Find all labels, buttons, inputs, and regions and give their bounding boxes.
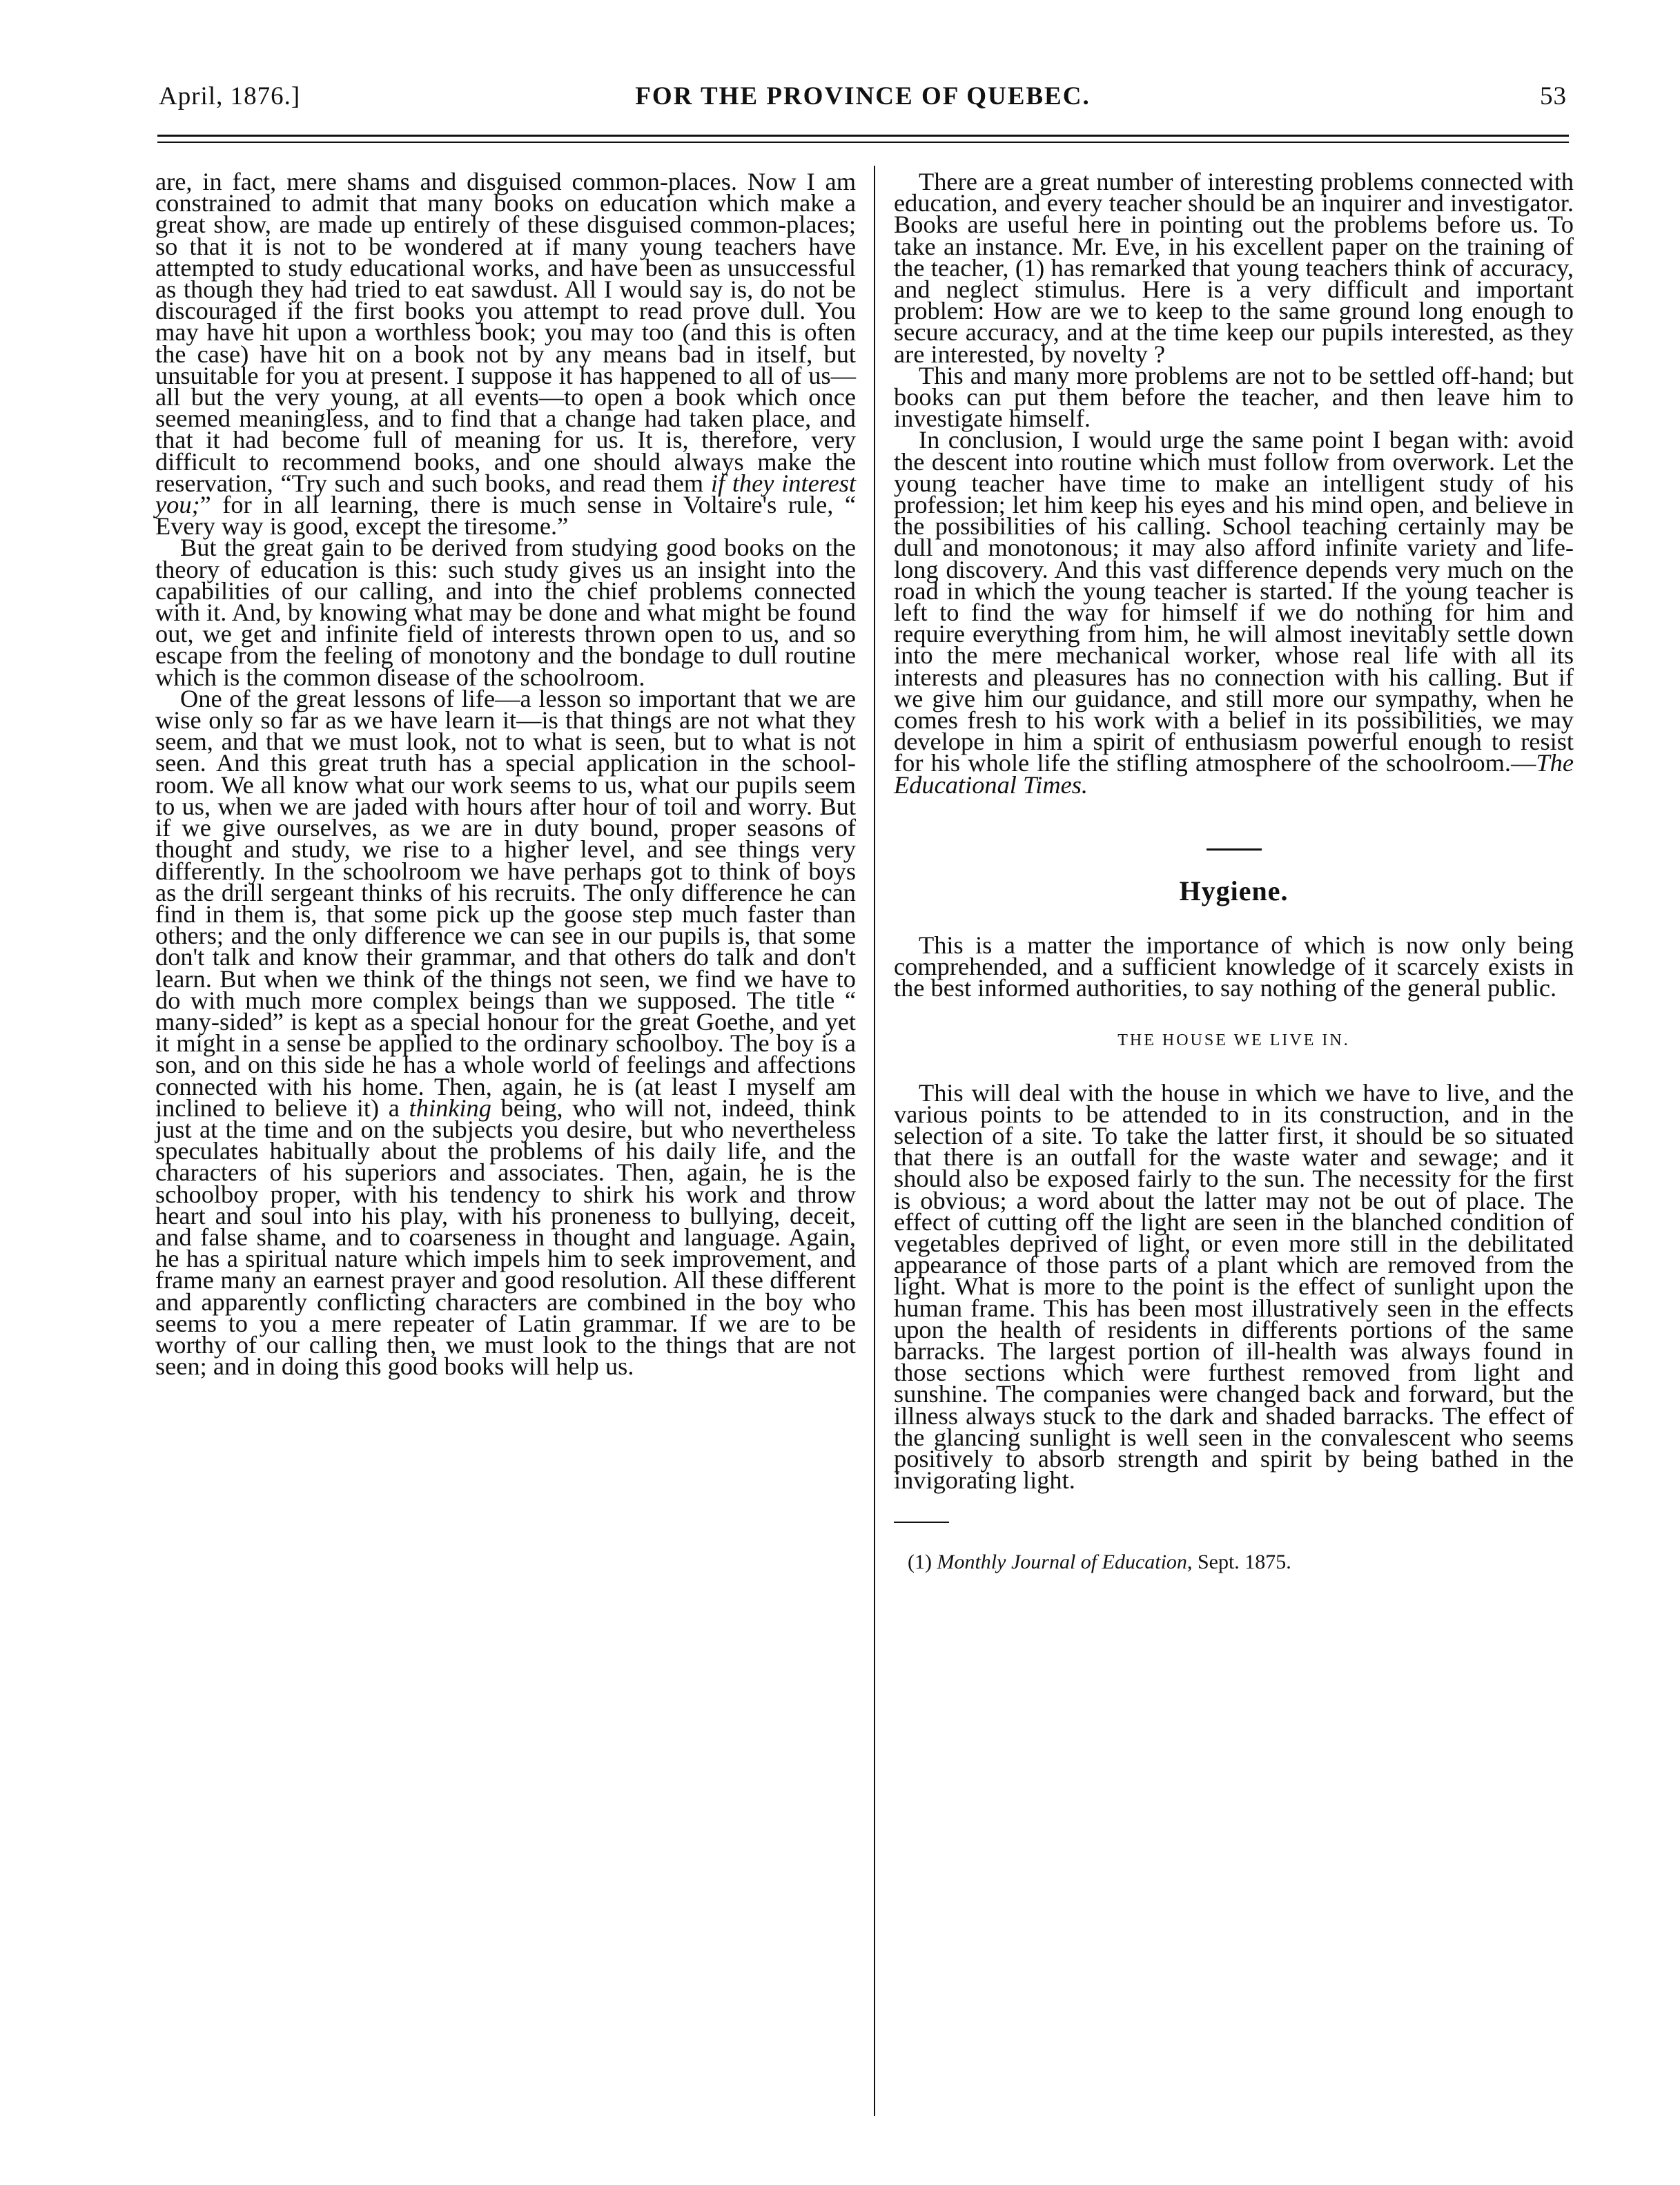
spacer — [894, 796, 1574, 824]
column-divider — [874, 166, 875, 2116]
paragraph: One of the great lessons of life—a lesson so important that we are wise only so far as we have learn it—is that things are not what they seem, and that we must look, not to what is seen, but to what is not seen. And this great truth has a special application in the school-room. We all know what our work seems to us, what our pupils seem to us, when we are jaded with hours after hour of toil and worry. But if we give ourselves, as we are in duty bound, proper seasons of thought and study, we rise to a higher level, and see things very differently. In the schoolroom we have perhaps got to think of boys as the drill sergeant thinks of his recruits. The only difference he can find in them is, that some pick up the goose step much faster than others; and the only difference we can see in our pupils is, that some don't talk and know their grammar, and that others do talk and don't learn. But when we think of the things not seen, we find we have to do with much more complex beings than we supposed. The title “ many-sided” is kept as a special honour for the great Goethe, and yet it might in a sense be applied to the ordinary schoolboy. The boy is a son, and on this side he has a whole world of feelings and affections connected with his home. Then, again, he is (at least I myself am inclined to believe it) a thinking being, who will not, indeed, think just at the time and on the subjects you desire, but who nevertheless speculates habitually about the problems of his daily life, and the characters of his superiors and associates. Then, again, he is the schoolboy proper, with his tendency to shirk his work and throw heart and soul into his play, with his proneness to bullying, deceit, and false shame, and to coarseness in thought and language. Again, he has a spiritual nature which impels him to seek improvement, and frame many an earnest prayer and good resolution. All these different and apparently conflicting characters are combined in the boy who seems to you a mere repeater of Latin grammar. If we are to be worthy of our calling then, we must look to the things that are not seen; and in doing this good books will help us. — [155, 684, 856, 1381]
paragraph: There are a great number of interesting problems connected with education, and every teacher should be an inquirer and investigator. Books are useful here in pointing out the problems before us. To take an instance. Mr. Eve, in his excellent paper on the training of the teacher, (1) has remarked that young teachers think of accuracy, and neglect stimulus. Here is a very difficult and important problem: How are we to keep to the same ground long enough to secure accuracy, and at the time keep our pupils interested, as they are interested, by novelty ? — [894, 168, 1574, 368]
header-rule-thin — [157, 142, 1569, 143]
subheading: THE HOUSE WE LIVE IN. — [1117, 1031, 1350, 1049]
paragraph: This will deal with the house in which we have to live, and the various points to be attended to in its construction, and in the selection of a site. To take the latter first, it should be so situated that there is an outfall for the waste water and sewage; and it should also be exposed fairly to the sun. The necessity for the first is obvious; a word about the latter may not be out of place. The effect of cutting off the light are seen in the blanched condition of vegetables deprived of light, or even more still in the debilitated appearance of those parts of a plant which are removed from the light. What is more to the point is the effect of sunlight upon the human frame. This has been most illustratively seen in the effects upon the health of residents in differents portions of the same barracks. The largest portion of ill-health was always found in those sections which were furthest removed from light and sunshine. The companies were changed back and forward, but the illness always stuck to the dark and shaded barracks. The effect of the glancing sunlight is well seen in the convalescent who seems positively to absorb strength and spirit by being bathed in the invigorating light. — [894, 1078, 1574, 1495]
header-title: FOR THE PROVINCE OF QUEBEC. — [635, 82, 1091, 110]
left-column — [155, 168, 856, 1381]
right-column — [894, 168, 1574, 1574]
source-citation: The Educational Times. — [894, 749, 1574, 799]
paragraph: In conclusion, I would urge the same point I began with: avoid the descent into routine which must follow from overwork. Let the young teacher have time to make an intelligent study of his profession; let him keep his eyes and his mind open, and believe in the possibilities of his calling. School teaching certainly may be dull and monotonous; it may also afford infinite variety and life-long discovery. And this vast difference depends very much on the road in which the young teacher is started. If the young teacher is left to find the way for himself if we do nothing for him and require everything from him, he will almost inevitably settle down into the mere mechanical worker, whose real life with all its interests and pleasures has no connection with his calling. But if we give him our guidance, and still more our sympathy, when he comes fresh to his work with a belief in its possibilities, we may develope in him a spirit of enthusiasm powerful enough to resist for his whole life the stifling atmosphere of the schoolroom.—The Educational Times. — [894, 426, 1574, 799]
footnote-rule — [894, 1522, 949, 1523]
paragraph: This and many more problems are not to be settled off-hand; but books can put them before the teacher, and then leave him to investigate himself. — [894, 361, 1574, 433]
section-title: Hygiene. — [1179, 875, 1289, 906]
running-header — [159, 81, 1567, 123]
footnote: (1) Monthly Journal of Education, Sept. 1875. — [908, 1551, 1291, 1574]
paragraph: This is a matter the importance of which is now only being comprehended, and a sufficient knowledge of it scarcely exists in the best informed authorities, to say nothing of the general public. — [894, 931, 1574, 1002]
header-date: April, 1876.] — [159, 82, 301, 110]
spacer — [894, 907, 1574, 935]
paragraph: But the great gain to be derived from studying good books on the theory of education is this: such study gives us an insight into the capabilities of our calling, and into the chief problems connected with it. And, by knowing what may be done and what might be found out, we get and infinite field of interests thrown open to us, and so escape from the feeling of monotony and the bondage to dull routine which is the common disease of the schoolroom. — [155, 534, 856, 691]
paragraph: are, in fact, mere shams and disguised common-places. Now I am constrained to admit that many books on education which make a great show, are made up entirely of these disguised common-places; so that it is not to be wondered at if many young teachers have attempted to study educational works, and have been as unsuccessful as though they had tried to eat sawdust. All I would say is, do not be discouraged if the first books you attempt to read prove dull. You may have hit upon a worthless book; you may too (and this is often the case) have hit on a book not by any means bad in itself, but unsuitable for you at present. I suppose it has happened to all of us—all but the very young, at all events—to open a book which once seemed meaningless, and to find that a change had taken place, and that it had become full of meaning for us. It is, therefore, very difficult to recommend books, and one should always make the reservation, “Try such and such books, and read them if they interest you;” for in all learning, there is much sense in Voltaire's rule, “ Every way is good, except the tiresome.” — [155, 168, 856, 541]
section-divider — [1207, 848, 1262, 851]
header-rule-thick — [157, 135, 1569, 137]
page-number: 53 — [1540, 82, 1567, 110]
